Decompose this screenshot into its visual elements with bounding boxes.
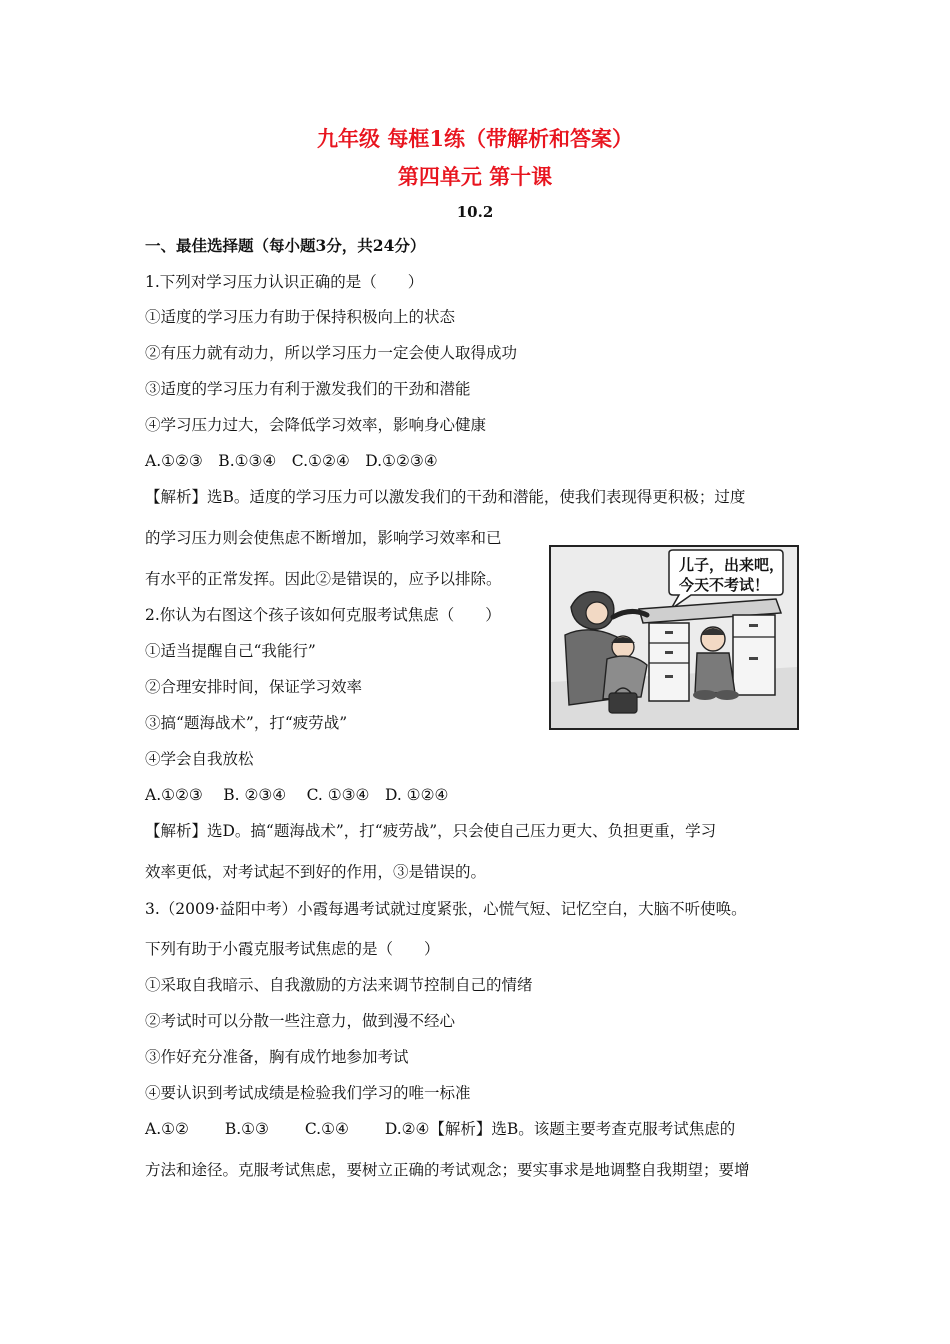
- document-title: 九年级 每框1练（带解析和答案）: [317, 126, 633, 151]
- question-3-stem: 3.（2009·益阳中考）小霞每遇考试就过度紧张，心慌气短、记忆空白，大脑不听使唤。: [145, 900, 747, 918]
- question-2-analysis-cont: 效率更低，对考试起不到好的作用，③是错误的。: [145, 863, 487, 881]
- question-1-analysis: 【解析】选B。适度的学习压力可以激发我们的干劲和潜能，使我们表现得更积极；过度: [145, 488, 746, 506]
- section-number: 10.2: [456, 203, 494, 221]
- question-1-analysis-end: 有水平的正常发挥。因此②是错误的，应予以排除。: [145, 570, 502, 588]
- question-2-choices: A.①②③ B. ②③④ C. ①③④ D. ①②④: [145, 786, 449, 804]
- question-3-option-1: ①采取自我暗示、自我激励的方法来调节控制自己的情绪: [145, 976, 533, 994]
- question-1-option-1: ①适度的学习压力有助于保持积极向上的状态: [145, 308, 456, 326]
- question-2-option-2: ②合理安排时间，保证学习效率: [145, 678, 363, 696]
- question-1-option-3: ③适度的学习压力有利于激发我们的干劲和潜能: [145, 380, 471, 398]
- question-3-option-4: ④要认识到考试成绩是检验我们学习的唯一标准: [145, 1084, 471, 1102]
- question-2-option-4: ④学会自我放松: [145, 750, 254, 768]
- speech-bubble-line-1: 儿子，出来吧，: [679, 556, 785, 574]
- question-2-analysis: 【解析】选D。搞“题海战术”，打“疲劳战”，只会使自己压力更大、负担更重，学习: [145, 822, 717, 840]
- question-3-option-3: ③作好充分准备，胸有成竹地参加考试: [145, 1048, 409, 1066]
- question-3-choices-analysis: A.①② B.①③ C.①④ D.②④【解析】选B。该题主要考查克服考试焦虑的: [145, 1120, 736, 1138]
- question-1-stem: 1.下列对学习压力认识正确的是（ ）: [145, 273, 424, 291]
- question-1-choices: A.①②③ B.①③④ C.①②④ D.①②③④: [145, 452, 438, 470]
- question-1-option-4: ④学习压力过大，会降低学习效率，影响身心健康: [145, 416, 487, 434]
- question-1-analysis-cont: 的学习压力则会使焦虑不断增加，影响学习效率和已: [145, 529, 502, 547]
- cartoon-illustration: [549, 545, 799, 730]
- section-heading: 一、最佳选择题（每小题3分，共24分）: [145, 236, 426, 255]
- question-2-stem: 2.你认为右图这个孩子该如何克服考试焦虑（ ）: [145, 606, 501, 624]
- question-1-option-2: ②有压力就有动力，所以学习压力一定会使人取得成功: [145, 344, 518, 362]
- question-3-analysis-cont: 方法和途径。克服考试焦虑，要树立正确的考试观念；要实事求是地调整自我期望；要增: [145, 1161, 750, 1179]
- question-3-option-2: ②考试时可以分散一些注意力，做到漫不经心: [145, 1012, 456, 1030]
- question-2-option-1: ①适当提醒自己“我能行”: [145, 642, 316, 660]
- document-subtitle: 第四单元 第十课: [397, 164, 553, 189]
- speech-bubble-line-2: 今天不考试！: [679, 576, 770, 594]
- question-2-option-3: ③搞“题海战术”，打“疲劳战”: [145, 714, 348, 732]
- question-3-stem-cont: 下列有助于小霞克服考试焦虑的是（ ）: [145, 940, 440, 958]
